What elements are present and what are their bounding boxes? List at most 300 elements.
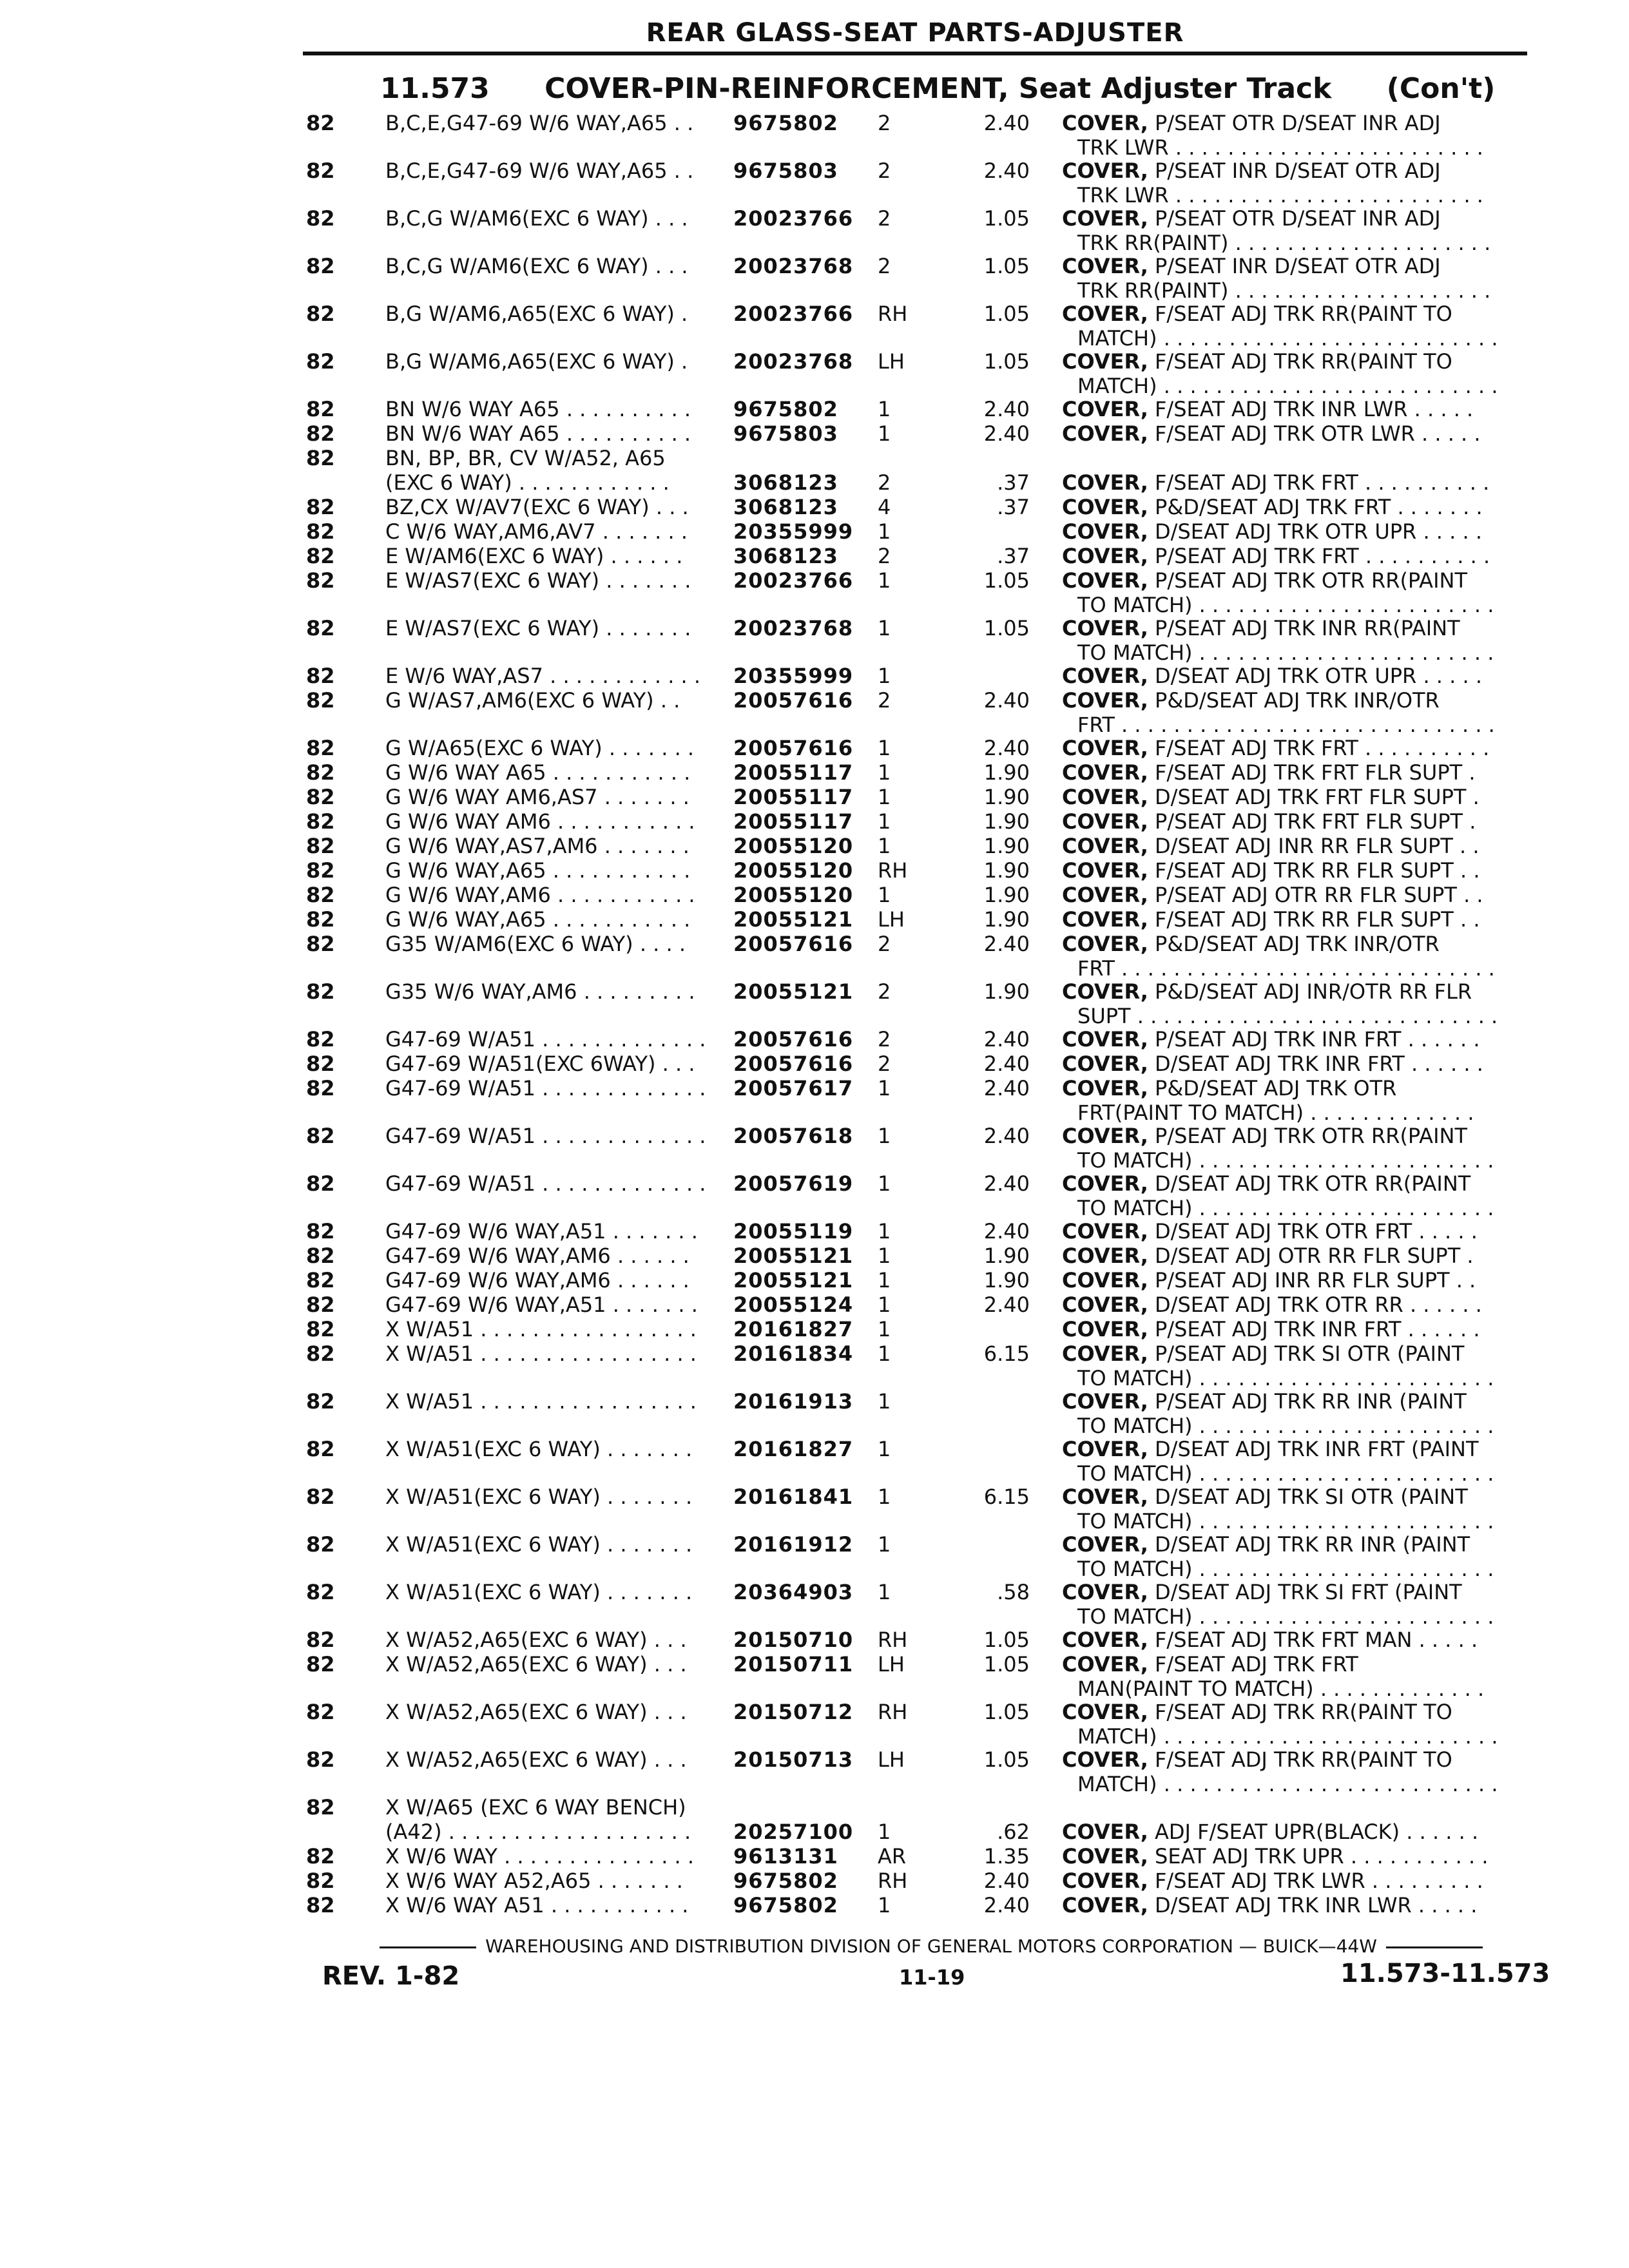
description-line-1: COVER, P&D/SEAT ADJ TRK FRT . . . . . . . bbox=[1062, 495, 1483, 519]
model-cell: X W/A51 . . . . . . . . . . . . . . . . . bbox=[385, 1341, 697, 1366]
table-row bbox=[0, 206, 1629, 254]
quantity-cell: 1 bbox=[878, 1893, 891, 1917]
quantity-cell: 1 bbox=[878, 519, 891, 544]
description-line-2: TO MATCH) . . . . . . . . . . . . . . . . . . . . . . . bbox=[1077, 1461, 1494, 1486]
year-cell: 82 bbox=[306, 809, 335, 834]
quantity-cell: 1 bbox=[878, 1124, 891, 1148]
description-cell bbox=[1062, 1389, 1539, 1438]
part-number-cell: 20161913 bbox=[733, 1389, 854, 1414]
table-row bbox=[0, 760, 1629, 785]
description-cell bbox=[1062, 1341, 1539, 1390]
year-cell: 82 bbox=[306, 664, 335, 688]
description-line-1: COVER, F/SEAT ADJ TRK FRT . . . . . . . . . . bbox=[1062, 470, 1490, 495]
year-cell: 82 bbox=[306, 302, 335, 326]
price-cell: .37 bbox=[997, 470, 1030, 495]
model-cell: X W/A51(EXC 6 WAY) . . . . . . . bbox=[385, 1485, 693, 1509]
year-cell: 82 bbox=[306, 206, 335, 231]
part-number-cell: 20023768 bbox=[733, 616, 854, 640]
description-noun: COVER, bbox=[1062, 616, 1148, 640]
description-cell bbox=[1062, 421, 1539, 446]
description-noun: COVER, bbox=[1062, 1027, 1148, 1052]
table-row bbox=[0, 1700, 1629, 1747]
year-cell: 82 bbox=[306, 1293, 335, 1317]
part-number-cell: 20057616 bbox=[733, 1052, 854, 1076]
part-number-cell: 20161912 bbox=[733, 1532, 854, 1557]
page-number: 11-19 bbox=[899, 1965, 965, 1990]
table-row bbox=[0, 1171, 1629, 1219]
description-cell bbox=[1062, 1027, 1539, 1052]
year-cell: 82 bbox=[306, 979, 335, 1004]
description-line-2: MATCH) . . . . . . . . . . . . . . . . . . . . . . . . . . bbox=[1077, 1724, 1498, 1749]
model-cell: X W/6 WAY A51 . . . . . . . . . . . bbox=[385, 1893, 689, 1917]
table-row bbox=[0, 883, 1629, 907]
quantity-cell: 2 bbox=[878, 544, 891, 568]
price-cell: 1.05 bbox=[983, 206, 1030, 231]
model-cell: G47-69 W/6 WAY,A51 . . . . . . . bbox=[385, 1219, 698, 1244]
price-cell: 2.40 bbox=[983, 688, 1030, 713]
year-cell: 82 bbox=[306, 1700, 335, 1724]
description-line-2: TO MATCH) . . . . . . . . . . . . . . . . . . . . . . . bbox=[1077, 1366, 1494, 1390]
quantity-cell: 1 bbox=[878, 785, 891, 809]
description-line-1: COVER, F/SEAT ADJ TRK OTR LWR . . . . . bbox=[1062, 421, 1481, 446]
model-cell: X W/6 WAY . . . . . . . . . . . . . . . bbox=[385, 1844, 695, 1869]
description-line-2: MATCH) . . . . . . . . . . . . . . . . . . . . . . . . . . bbox=[1077, 374, 1498, 398]
part-number-cell: 20055121 bbox=[733, 1268, 854, 1293]
description-line-1: COVER, F/SEAT ADJ TRK FRT FLR SUPT . bbox=[1062, 760, 1476, 785]
description-noun: COVER, bbox=[1062, 932, 1148, 956]
quantity-cell: 2 bbox=[878, 932, 891, 956]
model-cell: (A42) . . . . . . . . . . . . . . . . . . . bbox=[385, 1820, 691, 1844]
model-cell: E W/AS7(EXC 6 WAY) . . . . . . . bbox=[385, 616, 691, 640]
part-number-cell: 20257100 bbox=[733, 1820, 854, 1844]
description-line-1: COVER, P&D/SEAT ADJ INR/OTR RR FLR bbox=[1062, 979, 1472, 1004]
model-cell: G W/6 WAY,A65 . . . . . . . . . . . bbox=[385, 907, 691, 932]
description-cell bbox=[1062, 1820, 1539, 1844]
model-cell: G W/6 WAY,AM6 . . . . . . . . . . . bbox=[385, 883, 695, 907]
description-line-2: TO MATCH) . . . . . . . . . . . . . . . . . . . . . . . bbox=[1077, 1148, 1494, 1173]
model-cell: X W/A52,A65(EXC 6 WAY) . . . bbox=[385, 1628, 687, 1652]
description-cell bbox=[1062, 932, 1539, 981]
quantity-cell: LH bbox=[878, 349, 905, 374]
footer-rule-left bbox=[380, 1946, 476, 1948]
year-cell: 82 bbox=[306, 883, 335, 907]
parts-list bbox=[0, 111, 1629, 1917]
part-number-cell: 9613131 bbox=[733, 1844, 838, 1869]
description-noun: COVER, bbox=[1062, 1244, 1148, 1268]
description-line-1: COVER, F/SEAT ADJ TRK RR(PAINT TO bbox=[1062, 349, 1452, 374]
model-cell: X W/A52,A65(EXC 6 WAY) . . . bbox=[385, 1652, 687, 1677]
revision-label: REV. 1-82 bbox=[322, 1961, 460, 1991]
price-cell: 1.90 bbox=[983, 883, 1030, 907]
description-line-1: COVER, P/SEAT OTR D/SEAT INR ADJ bbox=[1062, 111, 1441, 135]
part-number-cell: 9675803 bbox=[733, 159, 838, 183]
price-cell: 1.90 bbox=[983, 1244, 1030, 1268]
quantity-cell: LH bbox=[878, 907, 905, 932]
price-cell: 2.40 bbox=[983, 932, 1030, 956]
model-cell: X W/A52,A65(EXC 6 WAY) . . . bbox=[385, 1700, 687, 1724]
description-cell bbox=[1062, 1244, 1539, 1268]
quantity-cell: 1 bbox=[878, 421, 891, 446]
description-noun: COVER, bbox=[1062, 1171, 1148, 1196]
part-number-cell: 20057616 bbox=[733, 1027, 854, 1052]
description-line-1: COVER, D/SEAT ADJ TRK SI OTR (PAINT bbox=[1062, 1485, 1468, 1509]
description-noun: COVER, bbox=[1062, 809, 1148, 834]
part-number-cell: 20023768 bbox=[733, 254, 854, 278]
table-row bbox=[0, 1219, 1629, 1244]
description-line-2: FRT . . . . . . . . . . . . . . . . . . . . . . . . . . . . . bbox=[1077, 713, 1495, 737]
description-noun: COVER, bbox=[1062, 1893, 1148, 1917]
quantity-cell: RH bbox=[878, 858, 908, 883]
year-cell: 82 bbox=[306, 1652, 335, 1677]
table-row bbox=[0, 1076, 1629, 1124]
continued-label: (Con't) bbox=[1386, 72, 1496, 105]
year-cell: 82 bbox=[306, 111, 335, 135]
table-row bbox=[0, 1268, 1629, 1293]
year-cell: 82 bbox=[306, 544, 335, 568]
description-noun: COVER, bbox=[1062, 688, 1148, 713]
model-cell: G47-69 W/6 WAY,AM6 . . . . . . bbox=[385, 1244, 689, 1268]
quantity-cell: 1 bbox=[878, 1532, 891, 1557]
year-cell: 82 bbox=[306, 1076, 335, 1100]
price-cell: 6.15 bbox=[983, 1485, 1030, 1509]
description-cell bbox=[1062, 616, 1539, 665]
model-cell: B,C,G W/AM6(EXC 6 WAY) . . . bbox=[385, 254, 688, 278]
description-line-1: COVER, F/SEAT ADJ TRK RR(PAINT TO bbox=[1062, 1700, 1452, 1724]
part-number-cell: 20364903 bbox=[733, 1580, 854, 1604]
table-row bbox=[0, 858, 1629, 883]
price-cell: .37 bbox=[997, 495, 1030, 519]
model-cell: X W/A65 (EXC 6 WAY BENCH) bbox=[385, 1795, 686, 1820]
quantity-cell: 1 bbox=[878, 1268, 891, 1293]
part-number-cell: 20150713 bbox=[733, 1747, 854, 1772]
quantity-cell: 1 bbox=[878, 616, 891, 640]
description-noun: COVER, bbox=[1062, 979, 1148, 1004]
description-noun: COVER, bbox=[1062, 760, 1148, 785]
year-cell: 82 bbox=[306, 1268, 335, 1293]
description-line-1: COVER, P/SEAT INR D/SEAT OTR ADJ bbox=[1062, 159, 1441, 183]
quantity-cell: 4 bbox=[878, 495, 891, 519]
description-noun: COVER, bbox=[1062, 1437, 1148, 1461]
quantity-cell: 1 bbox=[878, 1171, 891, 1196]
part-number-cell: 20055117 bbox=[733, 809, 854, 834]
model-cell: B,C,E,G47-69 W/6 WAY,A65 . . bbox=[385, 159, 694, 183]
part-number-cell: 20023768 bbox=[733, 349, 854, 374]
description-line-2: MAN(PAINT TO MATCH) . . . . . . . . . . . . . bbox=[1077, 1677, 1485, 1701]
description-cell bbox=[1062, 1124, 1539, 1173]
table-row bbox=[0, 616, 1629, 664]
part-number-cell: 20055120 bbox=[733, 858, 854, 883]
table-row bbox=[0, 1437, 1629, 1485]
table-row bbox=[0, 979, 1629, 1027]
quantity-cell: 1 bbox=[878, 1485, 891, 1509]
price-cell: .37 bbox=[997, 544, 1030, 568]
part-number-cell: 20057616 bbox=[733, 932, 854, 956]
section-subtitle: Seat Adjuster Track bbox=[1018, 72, 1332, 105]
description-cell bbox=[1062, 1844, 1539, 1869]
part-number-cell: 20057619 bbox=[733, 1171, 854, 1196]
description-line-2: TO MATCH) . . . . . . . . . . . . . . . . . . . . . . . bbox=[1077, 1196, 1494, 1220]
description-noun: COVER, bbox=[1062, 1820, 1148, 1844]
description-line-1: COVER, F/SEAT ADJ TRK FRT bbox=[1062, 1652, 1358, 1677]
model-cell: X W/A51(EXC 6 WAY) . . . . . . . bbox=[385, 1580, 693, 1604]
table-row bbox=[0, 519, 1629, 544]
table-row bbox=[0, 736, 1629, 760]
description-line-1: COVER, D/SEAT ADJ TRK OTR UPR . . . . . bbox=[1062, 519, 1482, 544]
description-cell bbox=[1062, 495, 1539, 519]
description-line-1: COVER, F/SEAT ADJ TRK RR(PAINT TO bbox=[1062, 1747, 1452, 1772]
description-cell bbox=[1062, 858, 1539, 883]
part-number-cell: 20023766 bbox=[733, 206, 854, 231]
year-cell: 82 bbox=[306, 688, 335, 713]
description-line-1: COVER, D/SEAT ADJ TRK INR FRT . . . . . . bbox=[1062, 1052, 1483, 1076]
quantity-cell: 2 bbox=[878, 111, 891, 135]
description-line-1: COVER, P/SEAT ADJ TRK SI OTR (PAINT bbox=[1062, 1341, 1465, 1366]
year-cell: 82 bbox=[306, 446, 335, 470]
quantity-cell: 1 bbox=[878, 809, 891, 834]
model-cell: G W/A65(EXC 6 WAY) . . . . . . . bbox=[385, 736, 695, 760]
description-line-1: COVER, D/SEAT ADJ TRK SI FRT (PAINT bbox=[1062, 1580, 1462, 1604]
year-cell: 82 bbox=[306, 858, 335, 883]
table-row bbox=[0, 1820, 1629, 1844]
description-line-1: COVER, D/SEAT ADJ TRK RR INR (PAINT bbox=[1062, 1532, 1470, 1557]
description-cell bbox=[1062, 1171, 1539, 1220]
section-name: COVER-PIN-REINFORCEMENT, bbox=[545, 72, 1009, 105]
model-cell: G W/AS7,AM6(EXC 6 WAY) . . bbox=[385, 688, 680, 713]
description-noun: COVER, bbox=[1062, 159, 1148, 183]
quantity-cell: RH bbox=[878, 1700, 908, 1724]
model-cell: X W/A51(EXC 6 WAY) . . . . . . . bbox=[385, 1437, 693, 1461]
model-cell: G47-69 W/A51 . . . . . . . . . . . . . bbox=[385, 1076, 706, 1100]
description-line-1: COVER, P/SEAT OTR D/SEAT INR ADJ bbox=[1062, 206, 1441, 231]
description-noun: COVER, bbox=[1062, 544, 1148, 568]
description-noun: COVER, bbox=[1062, 858, 1148, 883]
description-line-1: COVER, D/SEAT ADJ TRK INR LWR . . . . . bbox=[1062, 1893, 1478, 1917]
model-cell: X W/A51(EXC 6 WAY) . . . . . . . bbox=[385, 1532, 693, 1557]
quantity-cell: 1 bbox=[878, 1437, 891, 1461]
description-noun: COVER, bbox=[1062, 397, 1148, 421]
description-noun: COVER, bbox=[1062, 206, 1148, 231]
model-cell: B,C,E,G47-69 W/6 WAY,A65 . . bbox=[385, 111, 694, 135]
year-cell: 82 bbox=[306, 736, 335, 760]
quantity-cell: 1 bbox=[878, 1341, 891, 1366]
description-cell bbox=[1062, 834, 1539, 858]
model-cell: B,G W/AM6,A65(EXC 6 WAY) . bbox=[385, 349, 688, 374]
part-number-cell: 20150710 bbox=[733, 1628, 854, 1652]
table-row bbox=[0, 1124, 1629, 1171]
model-cell: B,G W/AM6,A65(EXC 6 WAY) . bbox=[385, 302, 688, 326]
part-number-cell: 20055121 bbox=[733, 907, 854, 932]
quantity-cell: 2 bbox=[878, 688, 891, 713]
model-cell: X W/A52,A65(EXC 6 WAY) . . . bbox=[385, 1747, 687, 1772]
price-cell: .58 bbox=[997, 1580, 1030, 1604]
description-noun: COVER, bbox=[1062, 736, 1148, 760]
part-number-cell: 20150712 bbox=[733, 1700, 854, 1724]
description-noun: COVER, bbox=[1062, 1532, 1148, 1557]
quantity-cell: 1 bbox=[878, 397, 891, 421]
price-cell: .62 bbox=[997, 1820, 1030, 1844]
quantity-cell: RH bbox=[878, 1628, 908, 1652]
description-line-1: COVER, SEAT ADJ TRK UPR . . . . . . . . . . . bbox=[1062, 1844, 1489, 1869]
description-line-1: COVER, P&D/SEAT ADJ TRK INR/OTR bbox=[1062, 932, 1440, 956]
description-cell bbox=[1062, 1485, 1539, 1533]
part-number-cell: 20355999 bbox=[733, 519, 854, 544]
part-number-cell: 20161834 bbox=[733, 1341, 854, 1366]
description-line-1: COVER, P/SEAT ADJ TRK RR INR (PAINT bbox=[1062, 1389, 1467, 1414]
section-number: 11.573 bbox=[380, 72, 490, 105]
table-row bbox=[0, 1893, 1629, 1917]
description-line-2: TRK RR(PAINT) . . . . . . . . . . . . . . . . . . . . bbox=[1077, 231, 1491, 255]
description-cell bbox=[1062, 254, 1539, 303]
description-cell bbox=[1062, 1317, 1539, 1341]
description-line-2: FRT(PAINT TO MATCH) . . . . . . . . . . . . . bbox=[1077, 1100, 1474, 1125]
description-noun: COVER, bbox=[1062, 495, 1148, 519]
table-row bbox=[0, 664, 1629, 688]
description-cell bbox=[1062, 1293, 1539, 1317]
table-row bbox=[0, 1052, 1629, 1076]
table-row bbox=[0, 446, 1629, 470]
part-number-cell: 9675803 bbox=[733, 421, 838, 446]
table-row bbox=[0, 349, 1629, 397]
price-cell: 2.40 bbox=[983, 1076, 1030, 1100]
price-cell: 1.90 bbox=[983, 809, 1030, 834]
description-noun: COVER, bbox=[1062, 1844, 1148, 1869]
description-line-1: COVER, P/SEAT ADJ INR RR FLR SUPT . . bbox=[1062, 1268, 1476, 1293]
footer-division bbox=[322, 1936, 1540, 1957]
price-cell: 2.40 bbox=[983, 1293, 1030, 1317]
description-cell bbox=[1062, 1580, 1539, 1629]
table-row bbox=[0, 1244, 1629, 1268]
quantity-cell: 1 bbox=[878, 664, 891, 688]
model-cell: BN W/6 WAY A65 . . . . . . . . . . bbox=[385, 421, 691, 446]
quantity-cell: 1 bbox=[878, 736, 891, 760]
table-row bbox=[0, 470, 1629, 495]
section-range: 11.573-11.573 bbox=[1340, 1959, 1550, 1988]
price-cell: 1.05 bbox=[983, 349, 1030, 374]
year-cell: 82 bbox=[306, 1437, 335, 1461]
description-line-1: COVER, P/SEAT ADJ TRK INR RR(PAINT bbox=[1062, 616, 1460, 640]
description-noun: COVER, bbox=[1062, 664, 1148, 688]
quantity-cell: 1 bbox=[878, 1820, 891, 1844]
description-line-2: TO MATCH) . . . . . . . . . . . . . . . . . . . . . . . bbox=[1077, 593, 1494, 617]
description-line-1: COVER, D/SEAT ADJ TRK OTR RR(PAINT bbox=[1062, 1171, 1471, 1196]
table-row bbox=[0, 834, 1629, 858]
description-noun: COVER, bbox=[1062, 1219, 1148, 1244]
quantity-cell: 1 bbox=[878, 568, 891, 593]
part-number-cell: 20161827 bbox=[733, 1317, 854, 1341]
description-noun: COVER, bbox=[1062, 519, 1148, 544]
description-cell bbox=[1062, 883, 1539, 907]
description-cell bbox=[1062, 907, 1539, 932]
description-noun: COVER, bbox=[1062, 1317, 1148, 1341]
quantity-cell: 1 bbox=[878, 760, 891, 785]
table-row bbox=[0, 1027, 1629, 1052]
table-row bbox=[0, 907, 1629, 932]
price-cell: 2.40 bbox=[983, 1124, 1030, 1148]
footer-division-text: WAREHOUSING AND DISTRIBUTION DIVISION OF GENERAL MOTORS CORPORATION — BUICK—44W bbox=[485, 1936, 1377, 1957]
description-noun: COVER, bbox=[1062, 1293, 1148, 1317]
table-row bbox=[0, 1580, 1629, 1628]
year-cell: 82 bbox=[306, 349, 335, 374]
description-line-1: COVER, D/SEAT ADJ TRK INR FRT (PAINT bbox=[1062, 1437, 1479, 1461]
model-cell: G47-69 W/A51 . . . . . . . . . . . . . bbox=[385, 1171, 706, 1196]
model-cell: BZ,CX W/AV7(EXC 6 WAY) . . . bbox=[385, 495, 689, 519]
quantity-cell: 2 bbox=[878, 979, 891, 1004]
table-row bbox=[0, 1293, 1629, 1317]
description-line-2: MATCH) . . . . . . . . . . . . . . . . . . . . . . . . . . bbox=[1077, 326, 1498, 351]
description-cell bbox=[1062, 1700, 1539, 1749]
model-cell: (EXC 6 WAY) . . . . . . . . . . . . bbox=[385, 470, 670, 495]
model-cell: E W/6 WAY,AS7 . . . . . . . . . . . . bbox=[385, 664, 701, 688]
table-row bbox=[0, 1389, 1629, 1437]
year-cell: 82 bbox=[306, 907, 335, 932]
description-cell bbox=[1062, 349, 1539, 398]
model-cell: G W/6 WAY,A65 . . . . . . . . . . . bbox=[385, 858, 691, 883]
quantity-cell: 2 bbox=[878, 254, 891, 278]
description-noun: COVER, bbox=[1062, 1628, 1148, 1652]
part-number-cell: 20057616 bbox=[733, 688, 854, 713]
description-noun: COVER, bbox=[1062, 111, 1148, 135]
section-title bbox=[380, 72, 1496, 105]
price-cell: 1.05 bbox=[983, 568, 1030, 593]
description-cell bbox=[1062, 1219, 1539, 1244]
year-cell: 82 bbox=[306, 1747, 335, 1772]
description-line-1: COVER, P/SEAT ADJ OTR RR FLR SUPT . . bbox=[1062, 883, 1483, 907]
description-line-2: SUPT . . . . . . . . . . . . . . . . . . . . . . . . . . . . bbox=[1077, 1004, 1498, 1028]
description-line-1: COVER, D/SEAT ADJ TRK FRT FLR SUPT . bbox=[1062, 785, 1480, 809]
description-line-2: TO MATCH) . . . . . . . . . . . . . . . . . . . . . . . bbox=[1077, 1509, 1494, 1533]
table-row bbox=[0, 159, 1629, 206]
year-cell: 82 bbox=[306, 495, 335, 519]
year-cell: 82 bbox=[306, 760, 335, 785]
description-line-1: COVER, F/SEAT ADJ TRK RR(PAINT TO bbox=[1062, 302, 1452, 326]
description-line-2: TO MATCH) . . . . . . . . . . . . . . . . . . . . . . . bbox=[1077, 640, 1494, 665]
quantity-cell: 1 bbox=[878, 1219, 891, 1244]
table-row bbox=[0, 688, 1629, 736]
part-number-cell: 9675802 bbox=[733, 1893, 838, 1917]
description-noun: COVER, bbox=[1062, 1052, 1148, 1076]
description-noun: COVER, bbox=[1062, 785, 1148, 809]
price-cell: 6.15 bbox=[983, 1341, 1030, 1366]
quantity-cell: 1 bbox=[878, 1389, 891, 1414]
quantity-cell: 1 bbox=[878, 883, 891, 907]
footer-rule-right bbox=[1386, 1946, 1483, 1948]
description-line-1: COVER, P/SEAT ADJ TRK OTR RR(PAINT bbox=[1062, 1124, 1467, 1148]
quantity-cell: 1 bbox=[878, 1580, 891, 1604]
description-cell bbox=[1062, 302, 1539, 351]
year-cell: 82 bbox=[306, 785, 335, 809]
description-noun: COVER, bbox=[1062, 1268, 1148, 1293]
description-line-1: COVER, P/SEAT ADJ TRK FRT FLR SUPT . bbox=[1062, 809, 1476, 834]
year-cell: 82 bbox=[306, 1580, 335, 1604]
part-number-cell: 20055117 bbox=[733, 760, 854, 785]
description-cell bbox=[1062, 1076, 1539, 1125]
model-cell: G W/6 WAY A65 . . . . . . . . . . . bbox=[385, 760, 691, 785]
year-cell: 82 bbox=[306, 616, 335, 640]
description-line-1: COVER, D/SEAT ADJ INR RR FLR SUPT . . bbox=[1062, 834, 1480, 858]
year-cell: 82 bbox=[306, 421, 335, 446]
description-line-2: TO MATCH) . . . . . . . . . . . . . . . . . . . . . . . bbox=[1077, 1604, 1494, 1629]
year-cell: 82 bbox=[306, 834, 335, 858]
description-cell bbox=[1062, 1628, 1539, 1652]
quantity-cell: RH bbox=[878, 1869, 908, 1893]
description-cell bbox=[1062, 397, 1539, 421]
model-cell: G W/6 WAY,AS7,AM6 . . . . . . . bbox=[385, 834, 689, 858]
table-row bbox=[0, 1628, 1629, 1652]
description-line-1: COVER, F/SEAT ADJ TRK LWR . . . . . . . . . bbox=[1062, 1869, 1483, 1893]
part-number-cell: 9675802 bbox=[733, 397, 838, 421]
year-cell: 82 bbox=[306, 1317, 335, 1341]
part-number-cell: 20023766 bbox=[733, 568, 854, 593]
